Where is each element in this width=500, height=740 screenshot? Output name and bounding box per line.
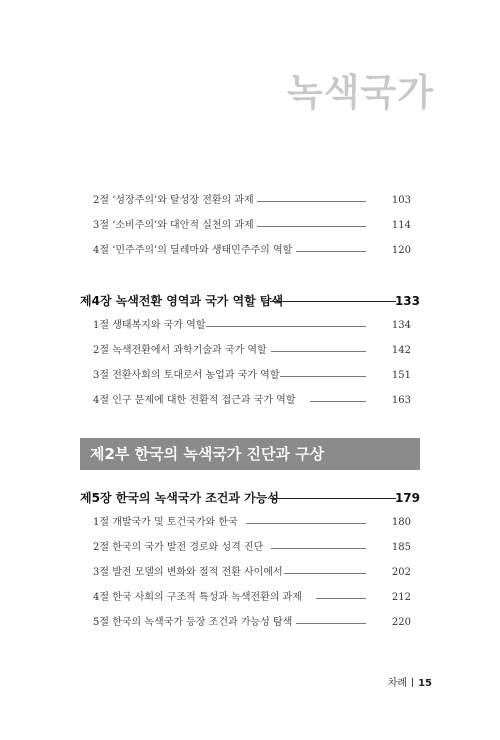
toc-entry-label: 3절 발전 모델의 변화와 절적 전환 사이에서 <box>93 567 283 578</box>
toc-entry-page: 120 <box>391 245 411 256</box>
leader-line <box>296 251 366 252</box>
page-title: 녹색국가 <box>287 71 434 114</box>
toc-entry-page: 185 <box>391 542 411 553</box>
toc-entry-page: 202 <box>391 567 411 578</box>
toc-entry-label: 4절 한국 사회의 구조적 특성과 녹색전환의 과제 <box>93 592 302 603</box>
toc-entry[interactable] <box>0 341 500 361</box>
toc-entry-page: 134 <box>391 320 411 331</box>
toc-entry[interactable] <box>0 513 500 533</box>
toc-chapter-page: 133 <box>394 294 420 308</box>
toc-entry-page: 212 <box>391 592 411 603</box>
footer-separator <box>412 678 413 687</box>
toc-entry-page: 163 <box>391 395 411 406</box>
toc-entry-page: 220 <box>391 617 411 628</box>
part-heading-banner[interactable] <box>80 438 420 470</box>
toc-entry[interactable] <box>0 588 500 608</box>
leader-line <box>296 623 366 624</box>
toc-entry[interactable] <box>0 391 500 411</box>
toc-entry-label: 3절 ‘소비주의’와 대안적 실천의 과제 <box>93 220 254 231</box>
leader-line <box>316 598 366 599</box>
toc-entry-label: 2절 ‘성장주의’와 탈성장 전환의 과제 <box>93 195 254 206</box>
toc-chapter-page: 179 <box>394 491 420 505</box>
leader-line <box>271 351 366 352</box>
toc-entry[interactable] <box>0 191 500 211</box>
toc-entry[interactable] <box>0 316 500 336</box>
leader-line <box>257 201 366 202</box>
toc-entry-label: 3절 전환사회의 토대로서 농업과 국가 역할 <box>93 370 280 381</box>
toc-entry-page: 180 <box>391 517 411 528</box>
toc-entry[interactable] <box>0 563 500 583</box>
page-number: 15 <box>418 678 432 689</box>
toc-entry-page: 114 <box>391 220 411 231</box>
leader-line <box>280 376 366 377</box>
leader-line <box>270 301 396 302</box>
footer-label: 차례 <box>387 678 408 689</box>
toc-entry-label: 5절 한국의 녹색국가 등장 조건과 가능성 탐색 <box>93 617 293 628</box>
leader-line <box>284 573 366 574</box>
leader-line <box>271 548 366 549</box>
toc-entry-label: 1절 생태복지와 국가 역할 <box>93 320 206 331</box>
toc-entry-label: 2절 한국의 국가 발전 경로와 성격 진단 <box>93 542 264 553</box>
toc-entry[interactable] <box>0 613 500 633</box>
leader-line <box>270 498 396 499</box>
leader-line <box>310 401 366 402</box>
toc-entry-label: 1절 개발국가 및 토건국가와 한국 <box>93 517 238 528</box>
toc-chapter-label: 제5장 한국의 녹색국가 조건과 가능성 <box>80 491 279 505</box>
toc-entry-label: 4절 ‘민주주의’의 딜레마와 생태민주주의 역할 <box>93 245 293 256</box>
toc-entry[interactable] <box>0 538 500 558</box>
toc-entry-label: 4절 인구 문제에 대한 전환적 접근과 국가 역할 <box>93 395 296 406</box>
leader-line <box>206 326 366 327</box>
toc-entry-label: 2절 녹색전환에서 과학기술과 국가 역할 <box>93 345 267 356</box>
toc-entry[interactable] <box>0 241 500 261</box>
toc-chapter[interactable] <box>0 488 500 508</box>
toc-entry-page: 151 <box>391 370 411 381</box>
leader-line <box>257 226 366 227</box>
toc-chapter-label: 제4장 녹색전환 영역과 국가 역할 탐색 <box>80 294 284 308</box>
toc-entry-page: 142 <box>391 345 411 356</box>
toc-entry-page: 103 <box>391 195 411 206</box>
page-footer <box>388 674 432 689</box>
leader-line <box>246 523 366 524</box>
toc-entry[interactable] <box>0 366 500 386</box>
part-heading-label: 제2부 한국의 녹색국가 진단과 구상 <box>90 445 325 463</box>
toc-chapter[interactable] <box>0 291 500 311</box>
toc-entry[interactable] <box>0 216 500 236</box>
